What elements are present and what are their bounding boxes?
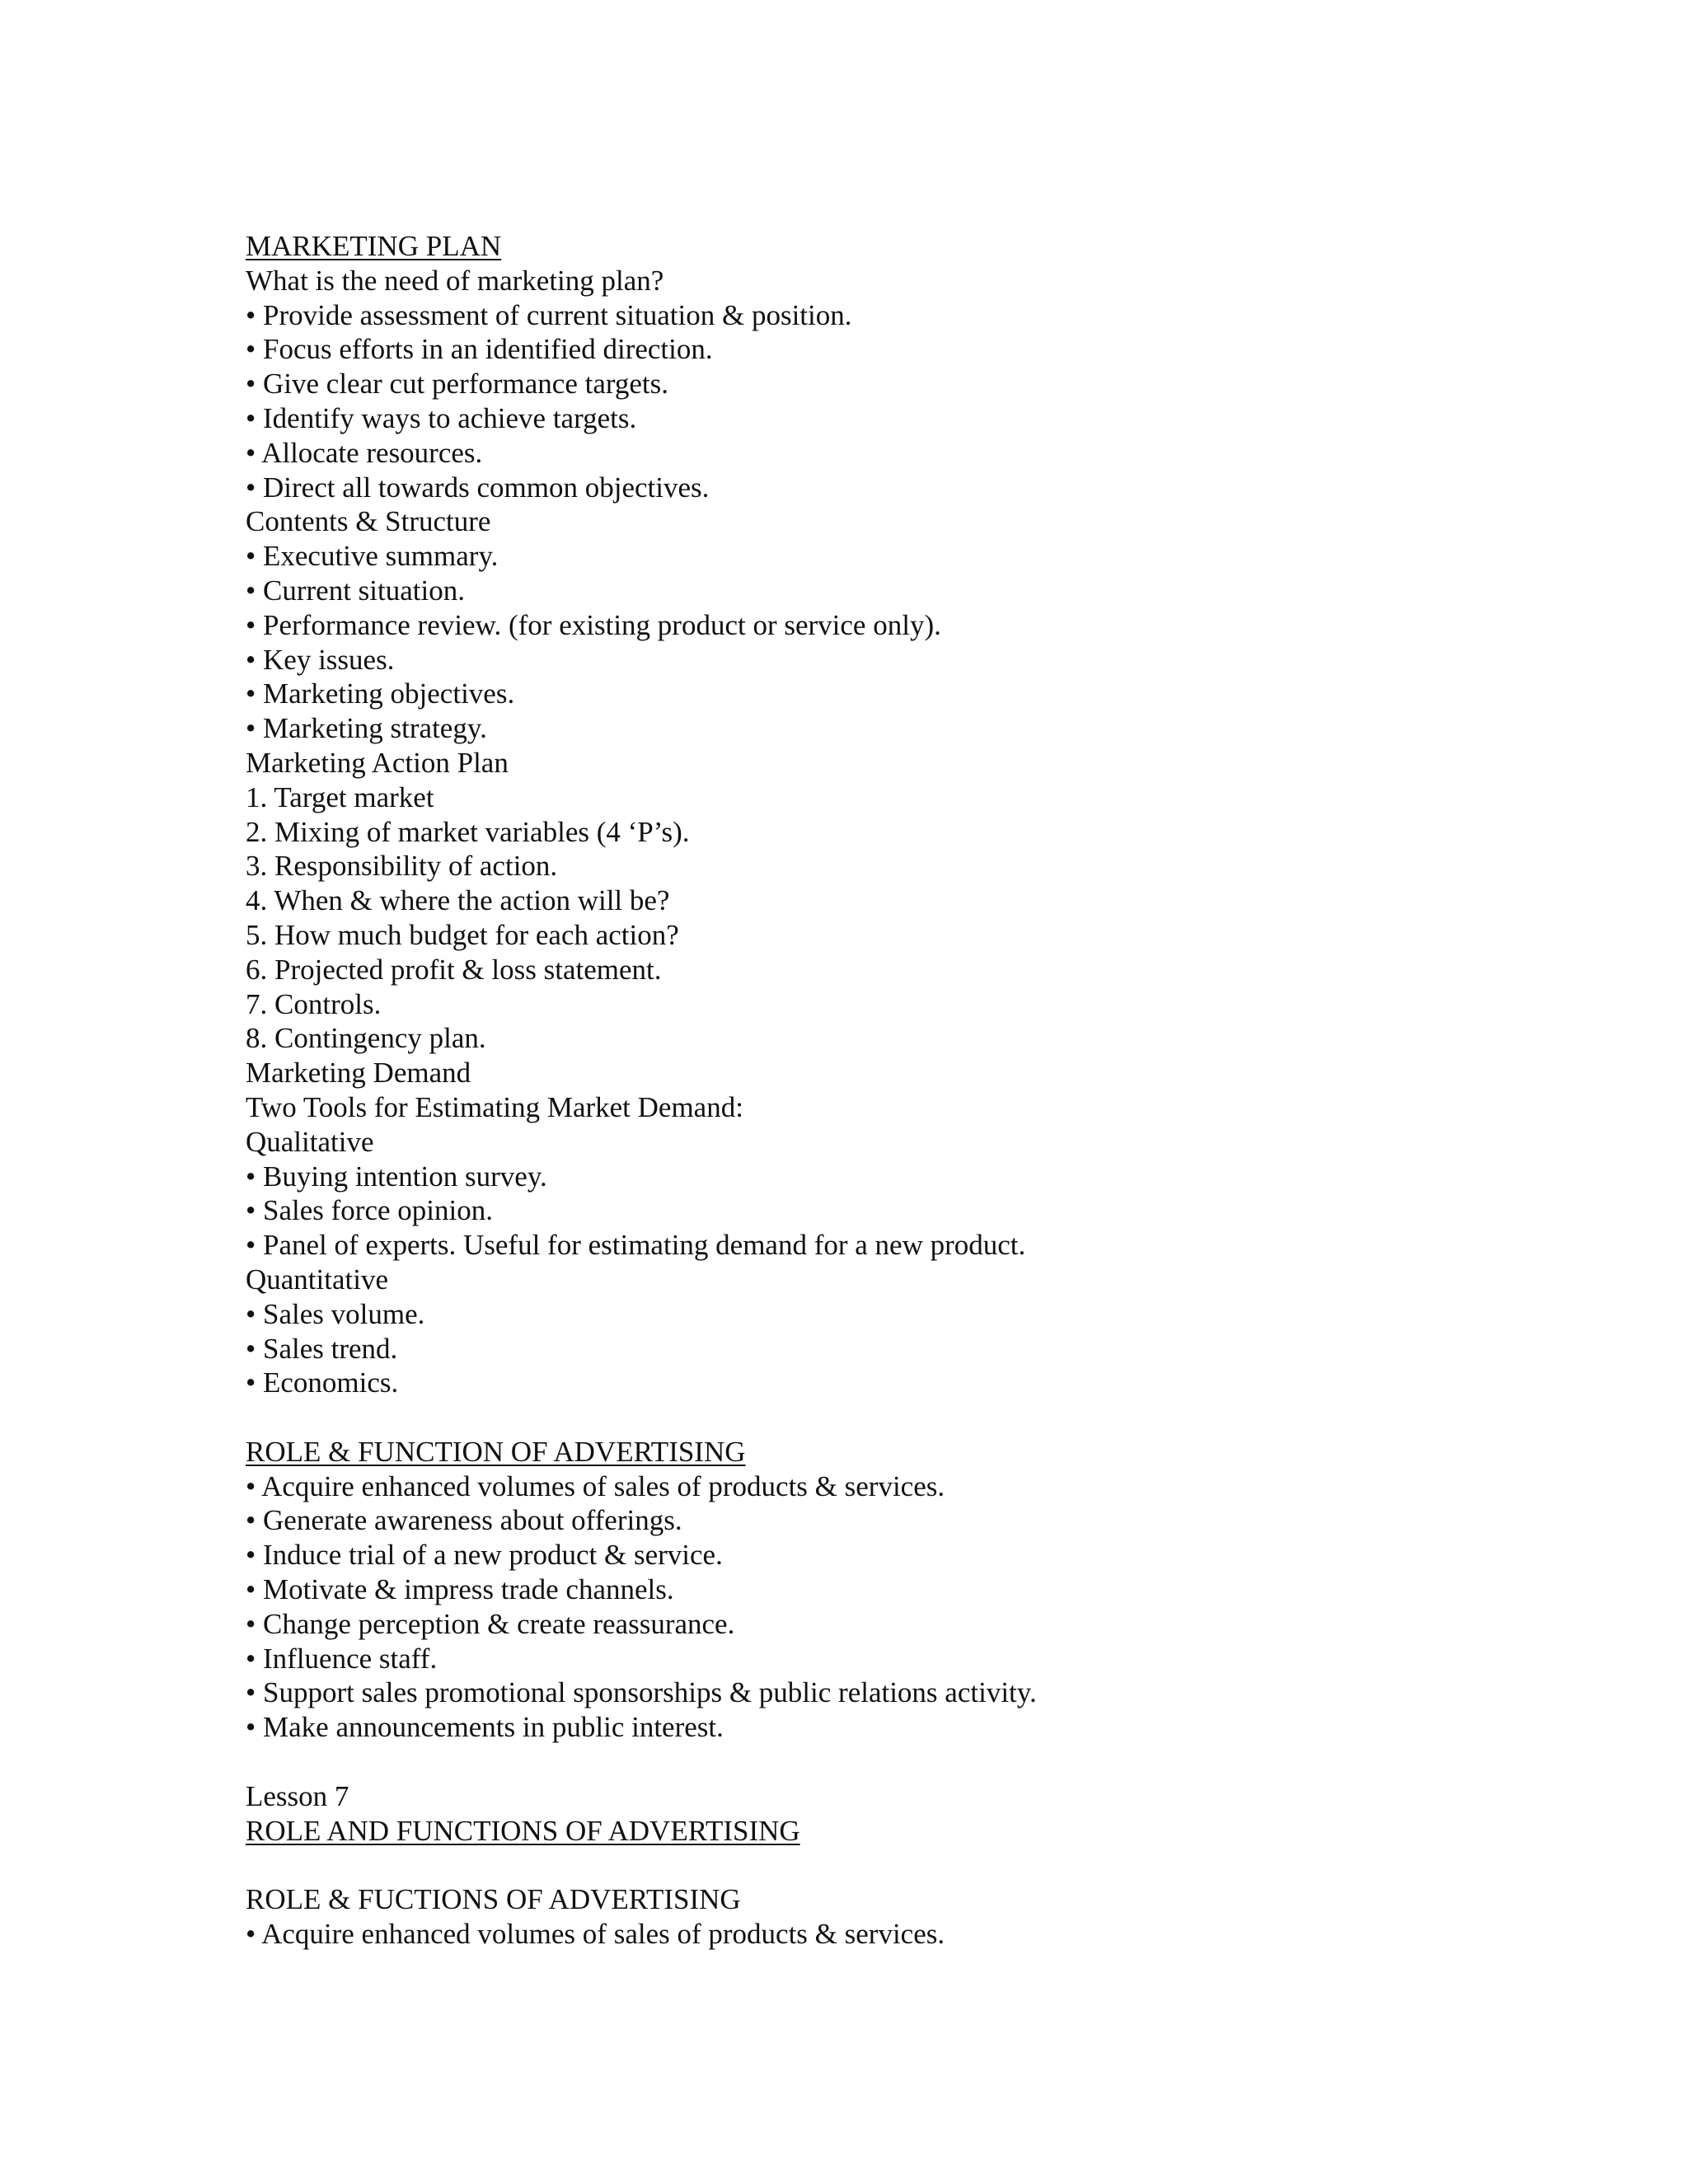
final-section-body — [246, 1917, 1647, 1952]
text-line: 2. Mixing of market variables (4 ‘P’s). — [246, 815, 690, 848]
text-line: 6. Projected profit & loss statement. — [246, 953, 662, 986]
text-line: 4. When & where the action will be? — [246, 884, 670, 917]
text-line: • Make announcements in public interest. — [246, 1711, 724, 1744]
text-line: • Sales volume. — [246, 1297, 425, 1330]
text-line: • Key issues. — [246, 643, 395, 676]
text-line: • Give clear cut performance targets. — [246, 368, 669, 401]
final-section-heading: ROLE & FUCTIONS OF ADVERTISING — [246, 1883, 741, 1916]
text-line: • Provide assessment of current situation & position. — [246, 298, 852, 331]
text-line: • Acquire enhanced volumes of sales of products & services. — [246, 1469, 945, 1502]
blank-line — [246, 1745, 1647, 1779]
text-line: • Motivate & impress trade channels. — [246, 1573, 674, 1606]
section-heading-role-function-advertising: ROLE & FUNCTION OF ADVERTISING — [246, 1435, 746, 1468]
text-line: • Panel of experts. Useful for estimating demand for a new product. — [246, 1229, 1026, 1262]
text-line: • Allocate resources. — [246, 436, 483, 469]
role-function-advertising-body — [246, 1469, 1647, 1745]
text-line: 5. How much budget for each action? — [246, 918, 679, 951]
text-line: • Marketing strategy. — [246, 712, 487, 745]
blank-line — [246, 1848, 1647, 1882]
text-line: • Influence staff. — [246, 1642, 438, 1675]
section-heading-marketing-plan: MARKETING PLAN — [246, 230, 502, 262]
text-line: • Performance review. (for existing product or service only). — [246, 608, 941, 641]
text-line: • Identify ways to achieve targets. — [246, 401, 637, 434]
text-line: • Focus efforts in an identified direction. — [246, 333, 713, 366]
text-line: • Buying intention survey. — [246, 1160, 547, 1193]
text-line: • Marketing objectives. — [246, 677, 515, 710]
lesson-label: Lesson 7 — [246, 1779, 349, 1812]
document-page — [246, 229, 1647, 1952]
text-line: • Sales trend. — [246, 1332, 398, 1365]
text-line: • Change perception & create reassurance. — [246, 1607, 735, 1640]
text-line: 8. Contingency plan. — [246, 1022, 486, 1055]
text-line: 7. Controls. — [246, 987, 382, 1020]
text-line: • Economics. — [246, 1366, 399, 1399]
text-line: Quantitative — [246, 1263, 389, 1296]
text-line: • Support sales promotional sponsorships & public relations activity. — [246, 1676, 1037, 1709]
text-line: • Induce trial of a new product & service. — [246, 1539, 723, 1572]
marketing-plan-body — [246, 264, 1647, 1400]
text-line: • Generate awareness about offerings. — [246, 1504, 682, 1537]
text-line: • Current situation. — [246, 574, 465, 607]
blank-line — [246, 1400, 1647, 1435]
text-line: Qualitative — [246, 1125, 374, 1158]
text-line: Two Tools for Estimating Market Demand: — [246, 1090, 743, 1123]
text-line: • Sales force opinion. — [246, 1194, 493, 1227]
text-line: Contents & Structure — [246, 505, 491, 538]
text-line: • Direct all towards common objectives. — [246, 471, 710, 504]
lesson-title: ROLE AND FUNCTIONS OF ADVERTISING — [246, 1814, 800, 1847]
text-line: • Acquire enhanced volumes of sales of products & services. — [246, 1918, 945, 1951]
text-line: Marketing Action Plan — [246, 746, 509, 779]
text-line: Marketing Demand — [246, 1057, 471, 1090]
text-line: 3. Responsibility of action. — [246, 850, 558, 883]
text-line: What is the need of marketing plan? — [246, 264, 664, 297]
text-line: • Executive summary. — [246, 540, 499, 573]
text-line: 1. Target market — [246, 780, 434, 813]
